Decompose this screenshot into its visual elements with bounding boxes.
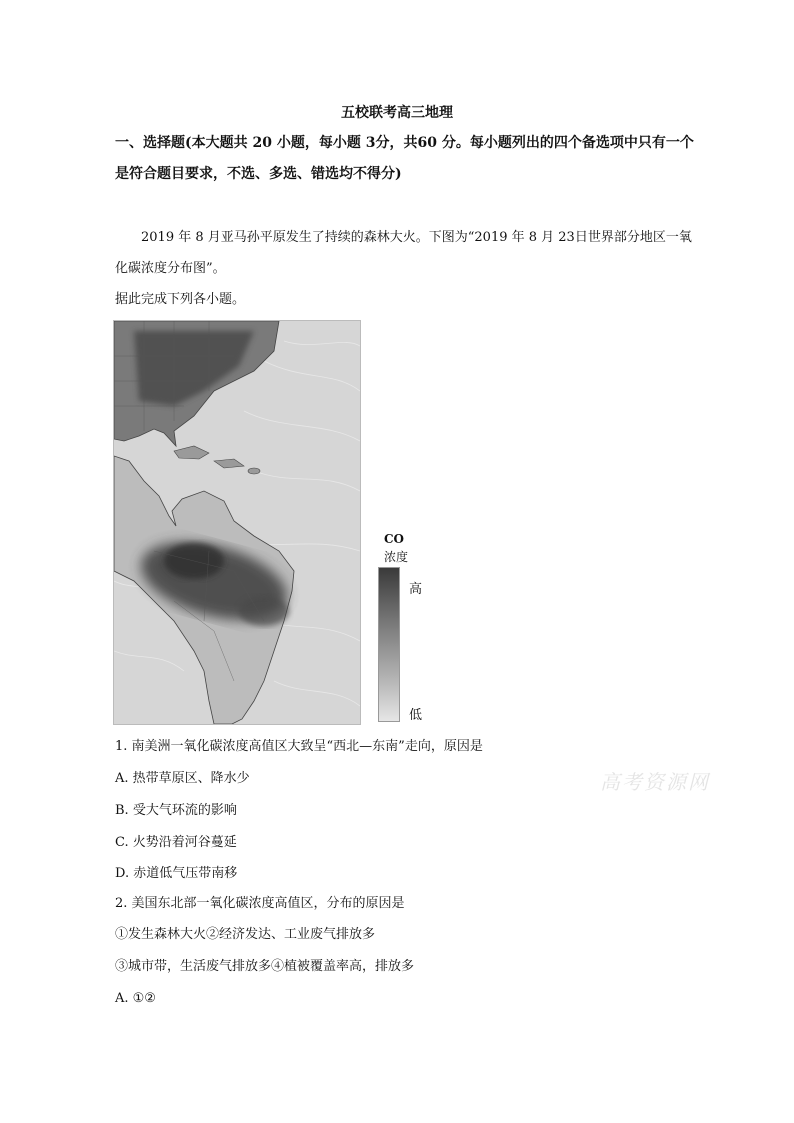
question-1-option-d: D. 赤道低气压带南移 [115, 866, 238, 881]
question-1-option-b: B. 受大气环流的影响 [115, 803, 237, 818]
question-2-statements-1: ①发生森林大火②经济发达、工业废气排放多 [115, 927, 376, 942]
section-heading [115, 128, 695, 190]
intro-paragraph: 2019 年 8 月亚马孙平原发生了持续的森林大火。下图为“2019 年 8 月 23日世界部分地区一氧化碳浓度分布图”。 [115, 230, 692, 276]
question-2-option-a: A. ①② [115, 991, 156, 1006]
question-1-option-a: A. 热带草原区、降水少 [115, 771, 250, 786]
section-heading-line-2: 是符合题目要求，不选、多选、错选均不得分) [115, 166, 402, 182]
co-concentration-map [113, 320, 361, 725]
instruction-text: 据此完成下列各小题。 [115, 292, 246, 307]
question-2-statements-2: ③城市带，生活废气排放多④植被覆盖率高，排放多 [115, 959, 415, 974]
question-2-stem: 2. 美国东北部一氧化碳浓度高值区，分布的原因是 [115, 896, 405, 911]
scale-high-label: 高 [409, 582, 423, 597]
co-scale-bar [378, 567, 400, 722]
legend-sublabel: 浓度 [384, 550, 409, 564]
map-graphic [114, 321, 360, 724]
scale-low-label: 低 [409, 708, 423, 723]
section-heading-line-1: 一、选择题(本大题共 20 小题，每小题 3分，共60 分。每小题列出的四个备选项中只有一个 [115, 135, 694, 151]
question-1-option-c: C. 火势沿着河谷蔓延 [115, 835, 237, 850]
question-1-stem: 1. 南美洲一氧化碳浓度高值区大致呈“西北—东南”走向，原因是 [115, 739, 483, 754]
watermark: 高考资源网 [600, 770, 710, 794]
page-title: 五校联考高三地理 [341, 105, 453, 121]
legend-label: CO [384, 532, 405, 546]
